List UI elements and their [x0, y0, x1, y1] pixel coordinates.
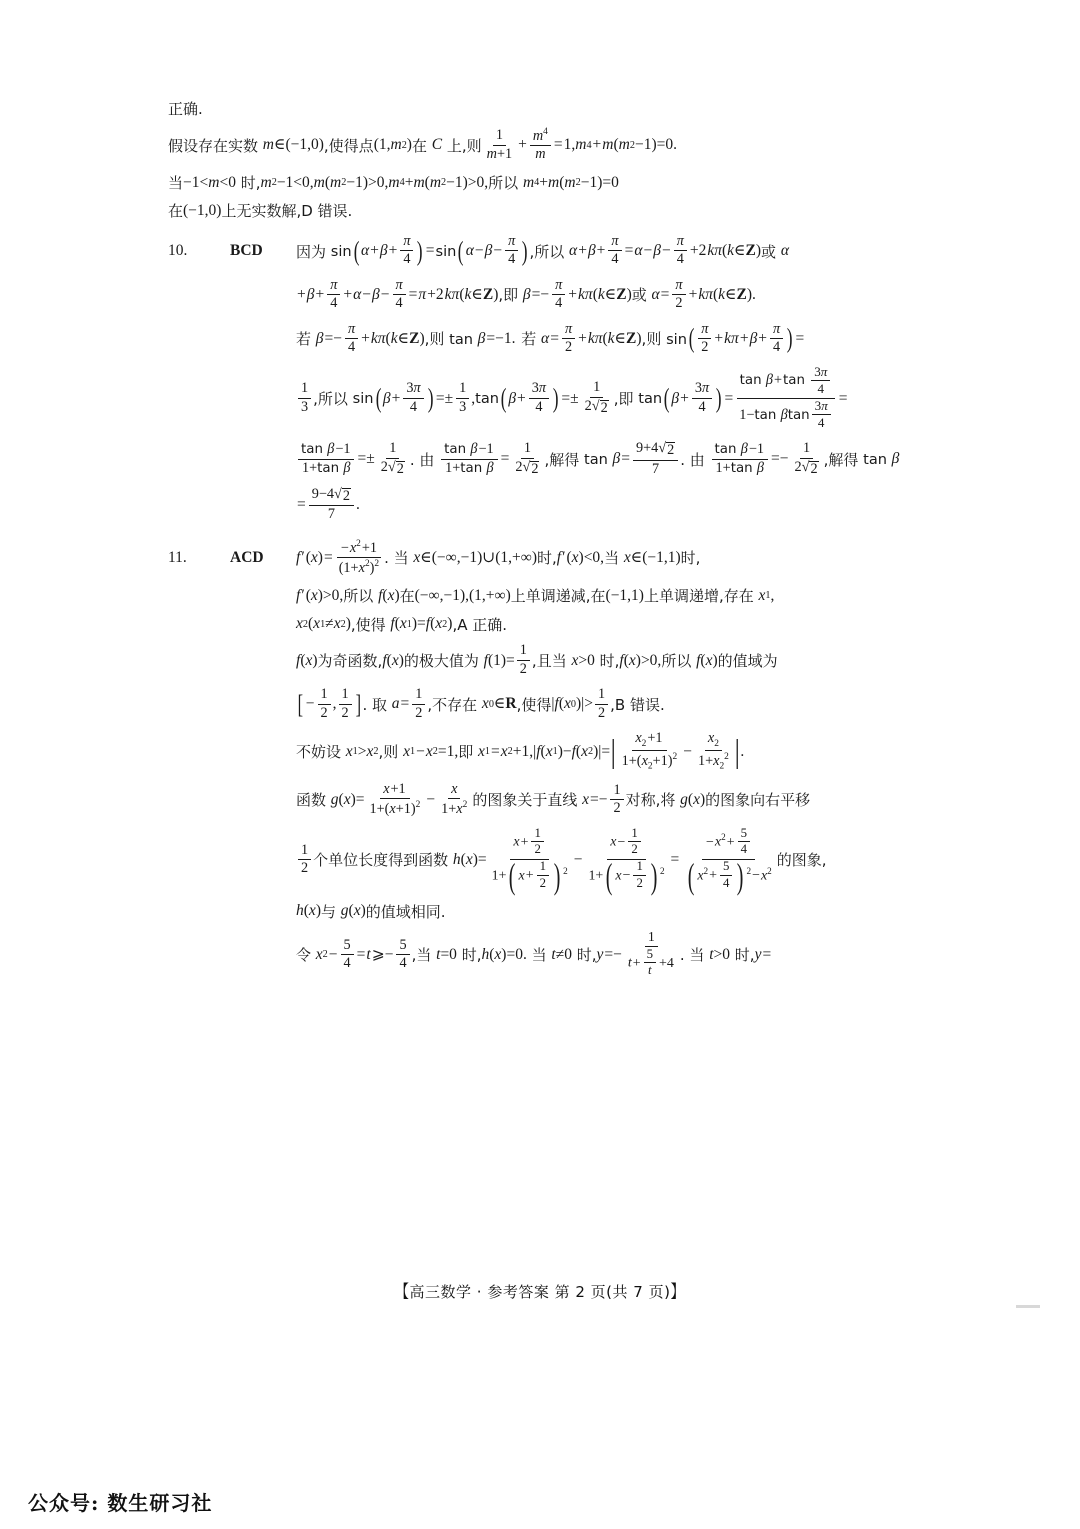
item-answer: BCD — [230, 242, 263, 260]
text-line: 不妨设 x 1 > x 2 ,则 x 1 − x 2 =1, 即 x 1 = x 2 +1,| f ( x 1 )− f ( x 2 )|= | $\frac{x_2+1}{1+(x_2+1)^2}$ − $\frac{x_2}{1+x_2^2}$ | . — [296, 729, 745, 772]
text-line: 当 −1< m <0 时, m 2 −1<0, m ( m 2 −1)>0, m 4 + m ( m 2 −1)>0, 所以 m 4 + m ( m 2 −1)=0 — [168, 173, 619, 192]
item-number: 10. — [168, 242, 188, 260]
item-number: 11. — [168, 548, 187, 566]
text-line: 11. ACD f ′ ( x ) = $\frac{-x^2+1}{(1+x^2)^2}$ . 当 x ∈(−∞,−1)∪(1,+∞) 时, f ′ ( x )<0, 当 x ∈(−1,1) 时, — [168, 538, 701, 576]
text-line: f ′ ( x )>0, 所以 f ( x ) 在 (−∞,−1),(1,+∞) 上单调递减,在 (−1,1) 上单调递增,存在 x 1 , — [296, 586, 775, 606]
footer-left-bracket: 【 — [395, 1282, 410, 1303]
text-line: 10. BCD 因为 sin ( α + β + $\frac{\pi}{4}$ ) = sin ( α − β − $\frac{\pi}{4}$ ) ,所以 α + β + $\frac{\pi}{4}$ = α − β − $\frac{\pi}{4}$ +2 k π ( k ∈ Z ) 或 α — [168, 233, 789, 268]
text-line: = 9−4 √ 2 7 . — [297, 485, 360, 523]
answer-block-10 — [168, 235, 940, 524]
text-line: $\frac{1}{2}$ 个单位长度得到函数 h ( x )= x+ $\frac{1}{2}$ 1+( x+ $\frac{1}{2}$ ) $^2$ − x− $\frac{1}{2}$ 1+( x− $\frac{1}{2}$ ) $^2$ = $-x^2+$ $\frac{5}{4}$ ( $x^2+$ $\frac{5}{4}$ ) $^2-x^2$ 的图象, — [168, 828, 940, 892]
text-line: x 2 ( x 1 ≠ x 2 ) ,使得 f ( x 1 )= f ( x 2 ) ,A 正确. — [296, 615, 508, 634]
text-line: 函数 g ( x )= $\frac{x+1}{1+(x+1)^2}$ − $\frac{x}{1+x^2}$ 的图象关于直线 x =− $\frac{1}{2}$ 对称,将 g ( x ) 的图象向右平移 — [296, 780, 811, 817]
answer-body — [168, 100, 940, 990]
text-line: [ − $\frac{1}{2}$ , $\frac{1}{2}$ ] . 取 a = $\frac{1}{2}$ ,不存在 x 0 ∈ R ,使得 | f ( x 0 )|> $\frac{1}{2}$ ,B 错误. — [297, 686, 665, 721]
watermark-text: 公众号: 数生研习社 — [28, 1491, 213, 1515]
paragraph-continuation — [168, 100, 940, 221]
text-line: h ( x ) 与 g ( x ) 的值域相同. — [296, 902, 446, 921]
text-line: + β + $\frac{\pi}{4}$ + α − β − $\frac{\pi}{4}$ = π +2 k π ( k ∈ Z ) ,即 β =− $\frac{\pi}{4}$ + k π ( k ∈ Z ) 或 α = $\frac{\pi}{2}$ + k π ( k ∈ Z ). — [297, 276, 756, 312]
text-line: 在 (−1,0) 上无实数解,D 错误. — [168, 202, 353, 221]
text-line: 令 x 2 − $\frac{5}{4}$ = t ⩾− $\frac{5}{4}$ ,当 t =0 时, h ( x )=0. 当 t ≠0 时, y =− 1 t+ $\frac{5}{t}$ +4 . 当 t >0 时, y = — [296, 930, 772, 978]
text-line: $\frac{\text{tan β−1}}{\text{1+tan β}}$ =± 1 2 √ 2 . 由 $\frac{\text{tan β−1}}{\text{1+tan β}}$ = 1 2 √ 2 ,解得 tan β = 9+4 √ 2 7 . 由 $\frac{\text{tan β−1}}{\text{1+tan β}}$ =− 1 2 √ 2 ,解得 tan β — [168, 442, 940, 478]
item-answer: ACD — [230, 548, 264, 566]
footer-label: 高三数学 · 参考答案 第 2 页(共 7 页) — [409, 1283, 671, 1301]
page-footer — [0, 1281, 1080, 1302]
footer-right-bracket: 】 — [670, 1282, 685, 1303]
page-corner-mark — [1016, 1305, 1040, 1308]
text-line: f ( x ) 为奇函数, f ( x ) 的极大值为 f (1)= $\frac{1}{2}$ ,且当 x >0 时, f ( x )>0, 所以 f ( x ) 的值域为 — [296, 642, 778, 677]
text-line: $\frac{1}{3}$ ,所以 sin ( β + $\frac{3\pi}{4}$ ) =± $\frac{1}{3}$ , tan ( β + $\frac{3\pi}{4}$ ) =± 1 2 √ 2 ,即 tan ( β + $\frac{3\pi}{4}$ ) = tan β+tan $\frac{3\pi}{4}$ 1−tan βtan $\frac{3\pi}{4}$ = — [168, 366, 940, 432]
answer-block-11 — [168, 540, 940, 980]
text-line: 若 β =− $\frac{\pi}{4}$ + k π ( k ∈ Z ) ,则 tan β =−1. 若 α = $\frac{\pi}{2}$ + k π ( k ∈ Z ) ,则 sin ( $\frac{\pi}{2}$ + k π + β + $\frac{\pi}{4}$ ) = — [296, 320, 805, 356]
text-line: 假设存在实数 m ∈(−1,0) ,使得点 (1, m 2 ) 在 C 上,则 $\frac{1}{m+1}$ + $\frac{m^4}{m}$ = 1, m 4 + m ( m 2 −1)=0. — [168, 127, 678, 163]
text-line: 正确. — [168, 100, 203, 118]
